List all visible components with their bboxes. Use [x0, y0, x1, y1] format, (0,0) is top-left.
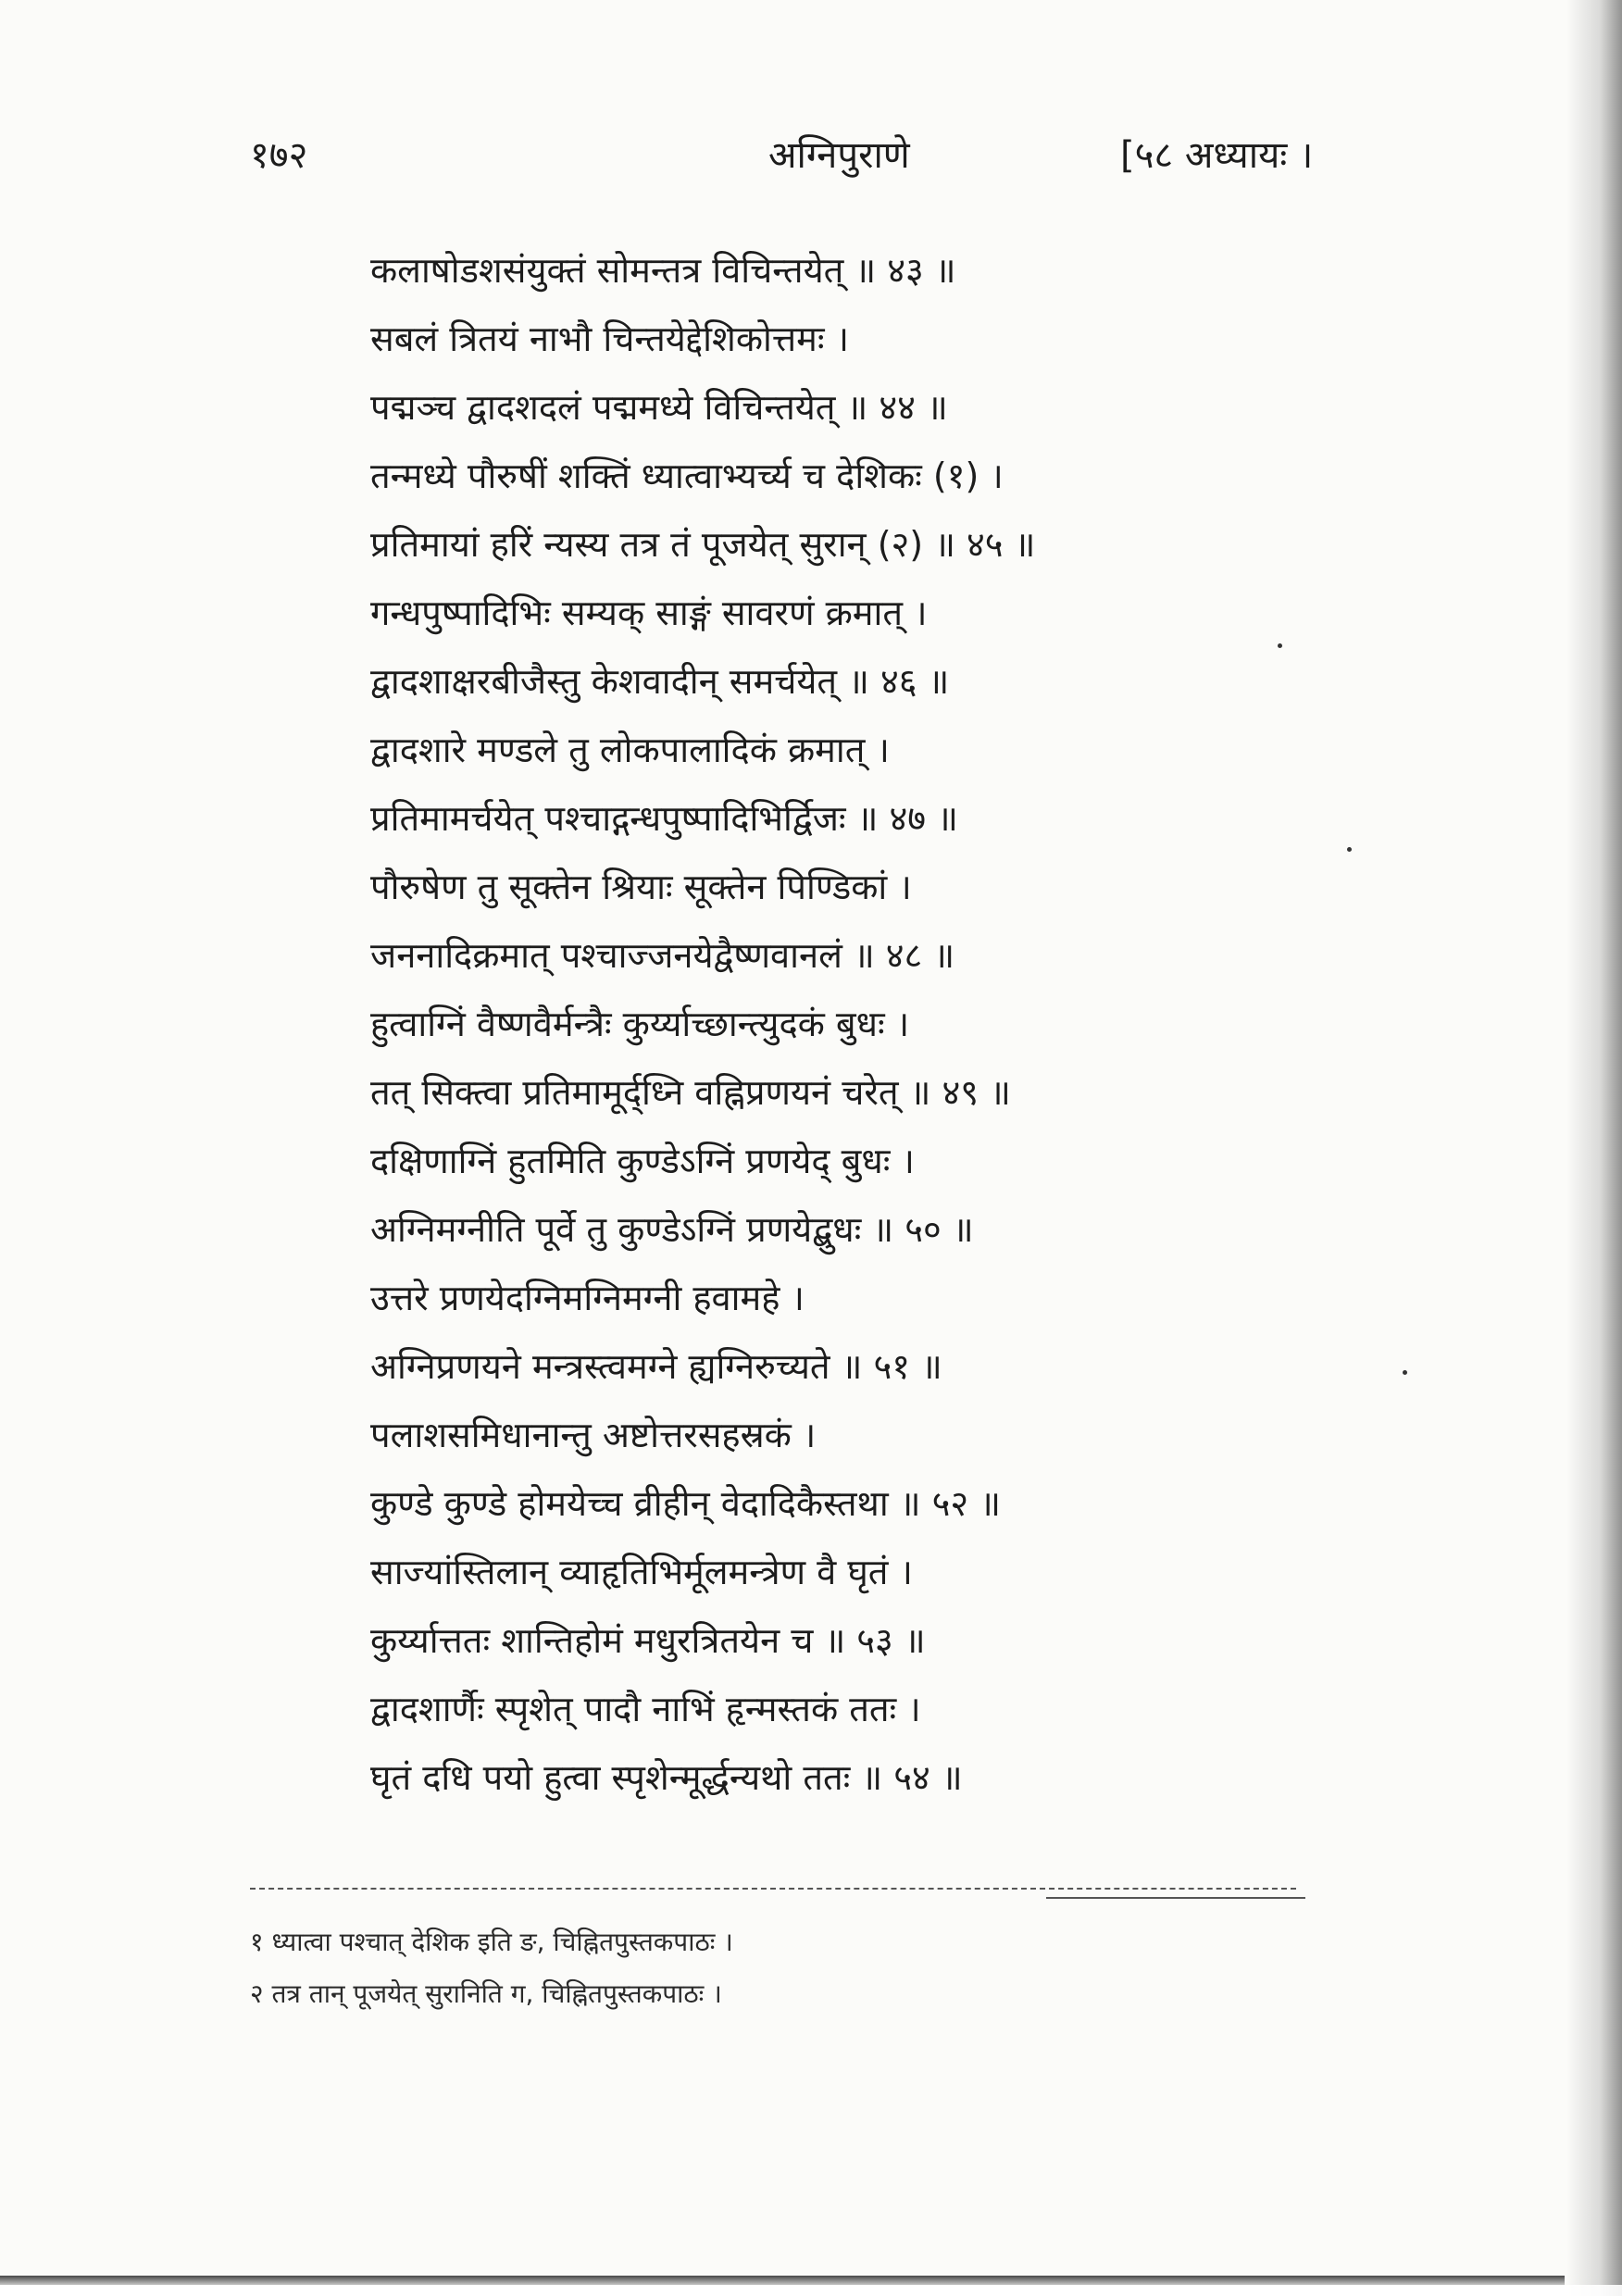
- footnotes: [250, 1916, 1361, 2020]
- verse-line: दक्षिणाग्निं हुतमिति कुण्डेऽग्निं प्रणयेद् बुधः ।: [370, 1141, 915, 1181]
- verse-line: तन्मध्ये पौरुषीं शक्तिं ध्यात्वाभ्यर्च्य च देशिकः (१) ।: [370, 455, 1004, 496]
- scan-speck: [1347, 847, 1352, 852]
- scan-speck: [1403, 1370, 1407, 1375]
- verse-line: पलाशसमिधानान्तु अष्टोत्तरसहस्रकं ।: [370, 1415, 817, 1455]
- verse-line: कुर्य्यात्ततः शान्तिहोमं मधुरत्रितयेन च ॥ ५३ ॥: [370, 1620, 926, 1661]
- scan-edge-bottom: [0, 2276, 1565, 2285]
- verse-line: साज्यांस्तिलान् व्याहृतिभिर्मूलमन्त्रेण वै घृतं ।: [370, 1552, 913, 1592]
- scan-edge-right: [1566, 0, 1622, 2296]
- verse-line: अग्निमग्नीति पूर्वे तु कुण्डेऽग्निं प्रणयेद्बुधः ॥ ५० ॥: [370, 1209, 974, 1250]
- verse-line: जननादिक्रमात् पश्चाज्जनयेद्वैष्णवानलं ॥ ४८ ॥: [370, 935, 955, 976]
- verse-line: उत्तरे प्रणयेदग्निमग्निमग्नी हवामहे ।: [370, 1278, 805, 1318]
- verse-line: हुत्वाग्निं वैष्णवैर्मन्त्रैः कुर्य्याच्छान्त्युदकं बुधः ।: [370, 1004, 910, 1044]
- verse-line: तत् सिक्त्वा प्रतिमामूर्द्ध्नि वह्निप्रणयनं चरेत् ॥ ४९ ॥: [370, 1072, 1011, 1113]
- verse-line: गन्धपुष्पादिभिः सम्यक् साङ्गं सावरणं क्रमात् ।: [370, 593, 928, 633]
- verse-line: कुण्डे कुण्डे होमयेच्च व्रीहीन् वेदादिकैस्तथा ॥ ५२ ॥: [370, 1483, 1001, 1524]
- verse-block: [370, 236, 1296, 1812]
- footnote-2: २ तत्र तान् पूजयेत् सुरानिति ग, चिह्नितपुस्तकपाठः ।: [250, 1978, 722, 2009]
- page-header: [250, 128, 1398, 183]
- verse-line: द्वादशारे मण्डले तु लोकपालादिकं क्रमात् ।: [370, 730, 890, 770]
- verse-line: सबलं त्रितयं नाभौ चिन्तयेद्देशिकोत्तमः ।: [370, 318, 850, 359]
- verse-line: पद्मञ्च द्वादशदलं पद्ममध्ये विचिन्तयेत् ॥ ४४ ॥: [370, 387, 948, 428]
- verse-line: कलाषोडशसंयुक्तं सोमन्तत्र विचिन्तयेत् ॥ ४३ ॥: [370, 250, 956, 291]
- verse-line: प्रतिमामर्चयेत् पश्चाद्गन्धपुष्पादिभिर्द्विजः ॥ ४७ ॥: [370, 798, 958, 839]
- footnote-divider-tail: [1046, 1897, 1305, 1899]
- running-title: अग्निपुराणे: [768, 134, 910, 177]
- page-number: १७२: [250, 134, 308, 177]
- verse-line: प्रतिमायां हरिं न्यस्य तत्र तं पूजयेत् सुरान् (२) ॥ ४५ ॥: [370, 524, 1036, 565]
- footnote-divider: [250, 1888, 1296, 1890]
- verse-line: द्वादशाक्षरबीजैस्तु केशवादीन् समर्चयेत् ॥ ४६ ॥: [370, 661, 950, 702]
- chapter-label: [५८ अध्यायः ।: [1120, 134, 1314, 177]
- verse-line: पौरुषेण तु सूक्तेन श्रियाः सूक्तेन पिण्डिकां ।: [370, 867, 912, 907]
- footnote-1: १ ध्यात्वा पश्चात् देशिक इति ङ, चिह्नितपुस्तकपाठः ।: [250, 1927, 733, 1957]
- scan-speck: [1278, 643, 1282, 648]
- verse-line: अग्निप्रणयने मन्त्रस्त्वमग्ने ह्यग्निरुच्यते ॥ ५१ ॥: [370, 1346, 942, 1387]
- verse-line: द्वादशार्णैः स्पृशेत् पादौ नाभिं हृन्मस्तकं ततः ।: [370, 1689, 921, 1729]
- scan-edge-bottom-fade: [0, 2285, 1622, 2296]
- verse-line: घृतं दधि पयो हुत्वा स्पृशेन्मूर्द्धन्यथो ततः ॥ ५४ ॥: [370, 1757, 963, 1798]
